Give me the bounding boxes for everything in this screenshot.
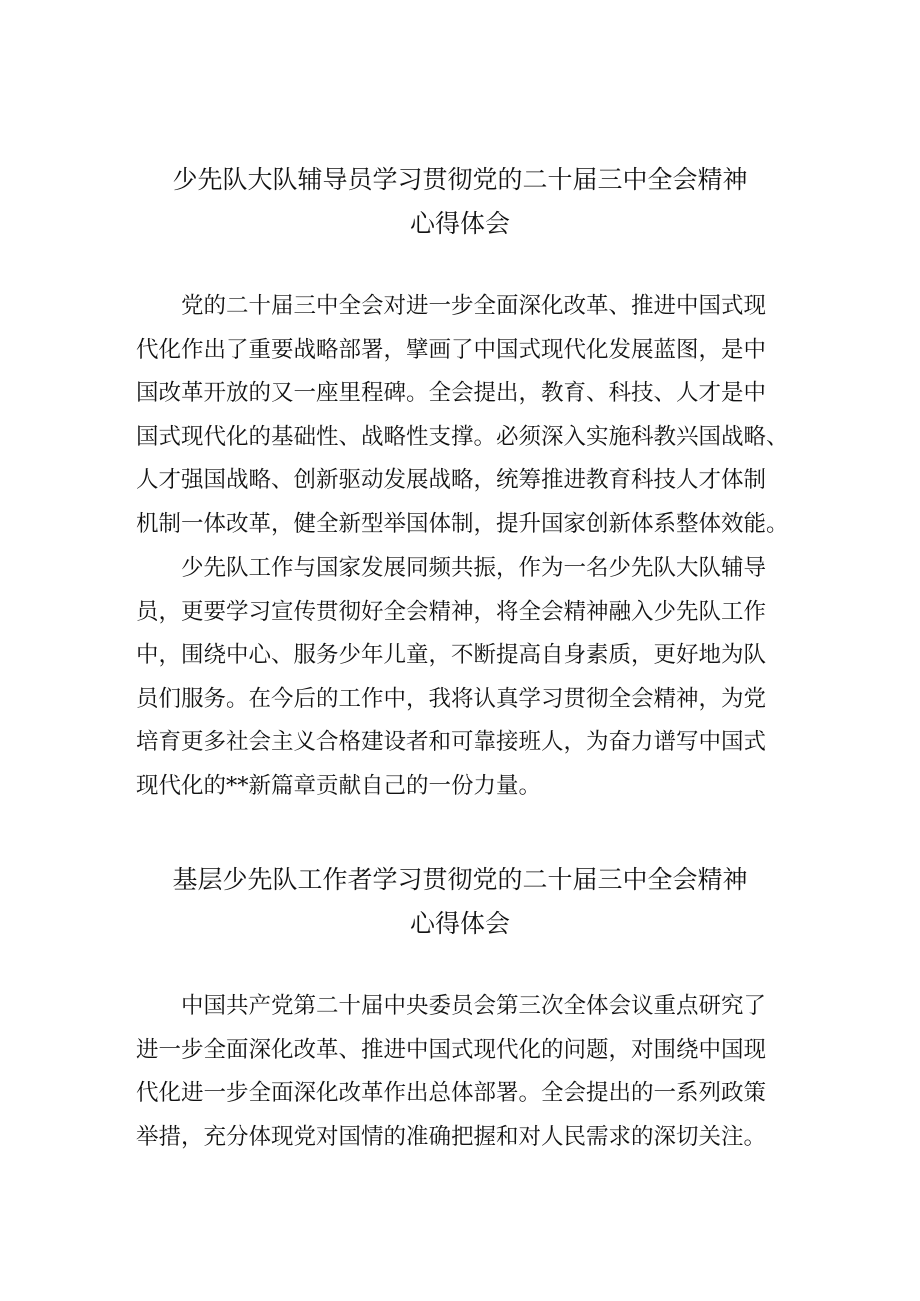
text-line: 国改革开放的又一座里程碑。全会提出，教育、科技、人才是中 xyxy=(136,380,767,406)
text-line: 代化作出了重要战略部署，擘画了中国式现代化发展蓝图，是中 xyxy=(136,336,767,363)
article-1-paragraph-1 xyxy=(136,285,789,546)
article-1-title xyxy=(0,158,920,246)
text-line: 员们服务。在今后的工作中，我将认真学习贯彻全会精神，为党 xyxy=(136,685,767,712)
article-2-title xyxy=(0,858,920,946)
article-2-title-line: 心得体会 xyxy=(409,909,510,938)
article-2-title-line: 基层少先队工作者学习贯彻党的二十届三中全会精神 xyxy=(172,865,748,894)
text-line: 人才强国战略、创新驱动发展战略，统筹推进教育科技人才体制 xyxy=(136,467,767,493)
text-line: 少先队工作与国家发展同频共振，作为一名少先队大队辅导 xyxy=(181,555,767,581)
article-1-paragraph-2 xyxy=(136,547,786,808)
text-line: 进一步全面深化改革、推进中国式现代化的问题，对围绕中国现 xyxy=(136,1036,767,1063)
text-line: 党的二十届三中全会对进一步全面深化改革、推进中国式现 xyxy=(181,293,767,319)
article-2-paragraph-1 xyxy=(136,985,786,1159)
article-1-title-line: 少先队大队辅导员学习贯彻党的二十届三中全会精神 xyxy=(172,165,748,194)
text-line: 中国共产党第二十届中央委员会第三次全体会议重点研究了 xyxy=(181,993,767,1019)
text-line: 机制一体改革，健全新型举国体制，提升国家创新体系整体效能。 xyxy=(136,510,789,537)
text-line: 培育更多社会主义合格建设者和可靠接班人，为奋力谱写中国式 xyxy=(136,729,767,755)
article-1-title-line: 心得体会 xyxy=(409,209,510,238)
text-line: 现代化的**新篇章贡献自己的一份力量。 xyxy=(136,772,542,799)
text-line: 员，更要学习宣传贯彻好全会精神，将全会精神融入少先队工作 xyxy=(136,598,767,625)
text-line: 举措，充分体现党对国情的准确把握和对人民需求的深切关注。 xyxy=(136,1123,767,1150)
text-line: 中，围绕中心、服务少年儿童，不断提高自身素质，更好地为队 xyxy=(136,642,767,668)
text-line: 国式现代化的基础性、战略性支撑。必须深入实施科教兴国战略、 xyxy=(136,423,789,450)
text-line: 代化进一步全面深化改革作出总体部署。全会提出的一系列政策 xyxy=(136,1080,767,1106)
